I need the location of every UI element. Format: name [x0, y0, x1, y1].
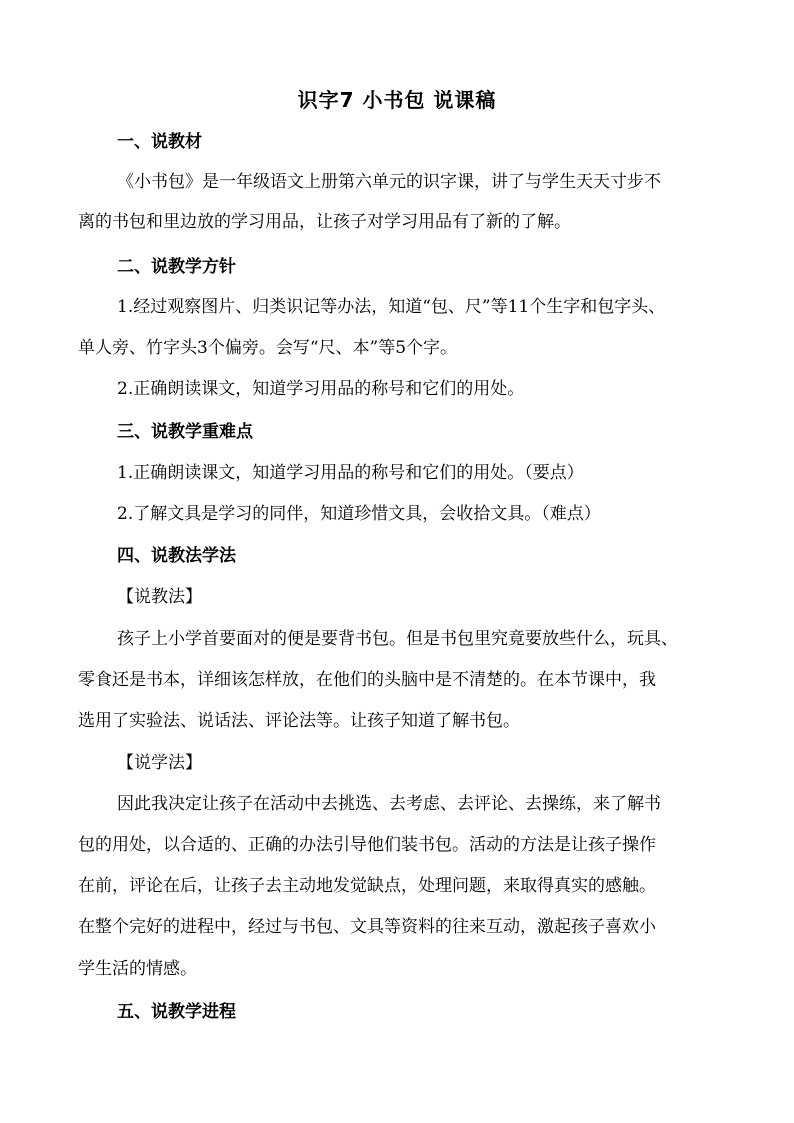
paragraph-line: 《小书包》是一年级语文上册第六单元的识字课，讲了与学生天天寸步不	[117, 172, 661, 192]
paragraph-line: 包的用处，以合适的、正确的办法引导他们装书包。活动的方法是让孩子操作	[78, 835, 656, 855]
paragraph-line: 2.了解文具是学习的同伴，知道珍惜文具，会收拾文具。（难点）	[117, 504, 601, 524]
paragraph-line: 在整个完好的进程中，经过与书包、文具等资料的往来互动，激起孩子喜欢小	[78, 917, 656, 937]
paragraph-line: 离的书包和里边放的学习用品，让孩子对学习用品有了新的了解。	[78, 212, 571, 232]
paragraph-line: 孩子上小学首要面对的便是要背书包。但是书包里究竟要放些什么，玩具、	[117, 629, 678, 649]
document-title: 识字7 小书包 说课稿	[297, 88, 497, 112]
section-heading: 一、说教材	[117, 132, 202, 152]
section-heading: 四、说教法学法	[117, 546, 236, 566]
section-heading: 五、说教学进程	[117, 1002, 236, 1022]
paragraph-line: 零食还是书本，详细该怎样放，在他们的头脑中是不清楚的。在本节课中，我	[78, 670, 656, 690]
subsection-label: 【说学法】	[117, 753, 202, 773]
paragraph-line: 因此我决定让孩子在活动中去挑选、去考虑、去评论、去操练，来了解书	[117, 794, 661, 814]
paragraph-line: 1.正确朗读课文，知道学习用品的称号和它们的用处。（要点）	[117, 463, 584, 483]
paragraph-line: 单人旁、竹字头3个偏旁。会写“尺、本”等5个字。	[78, 338, 458, 358]
paragraph-line: 2.正确朗读课文，知道学习用品的称号和它们的用处。	[117, 379, 525, 399]
section-heading: 二、说教学方针	[117, 257, 236, 277]
section-heading: 三、说教学重难点	[117, 422, 253, 442]
paragraph-line: 选用了实验法、说话法、评论法等。让孩子知道了解书包。	[78, 711, 520, 731]
subsection-label: 【说教法】	[117, 587, 202, 607]
paragraph-line: 学生活的情感。	[78, 959, 197, 979]
paragraph-line: 1.经过观察图片、归类识记等办法，知道“包、尺”等11个生字和包字头、	[117, 297, 666, 317]
paragraph-line: 在前，评论在后，让孩子去主动地发觉缺点，处理问题，来取得真实的感触。	[78, 876, 656, 896]
